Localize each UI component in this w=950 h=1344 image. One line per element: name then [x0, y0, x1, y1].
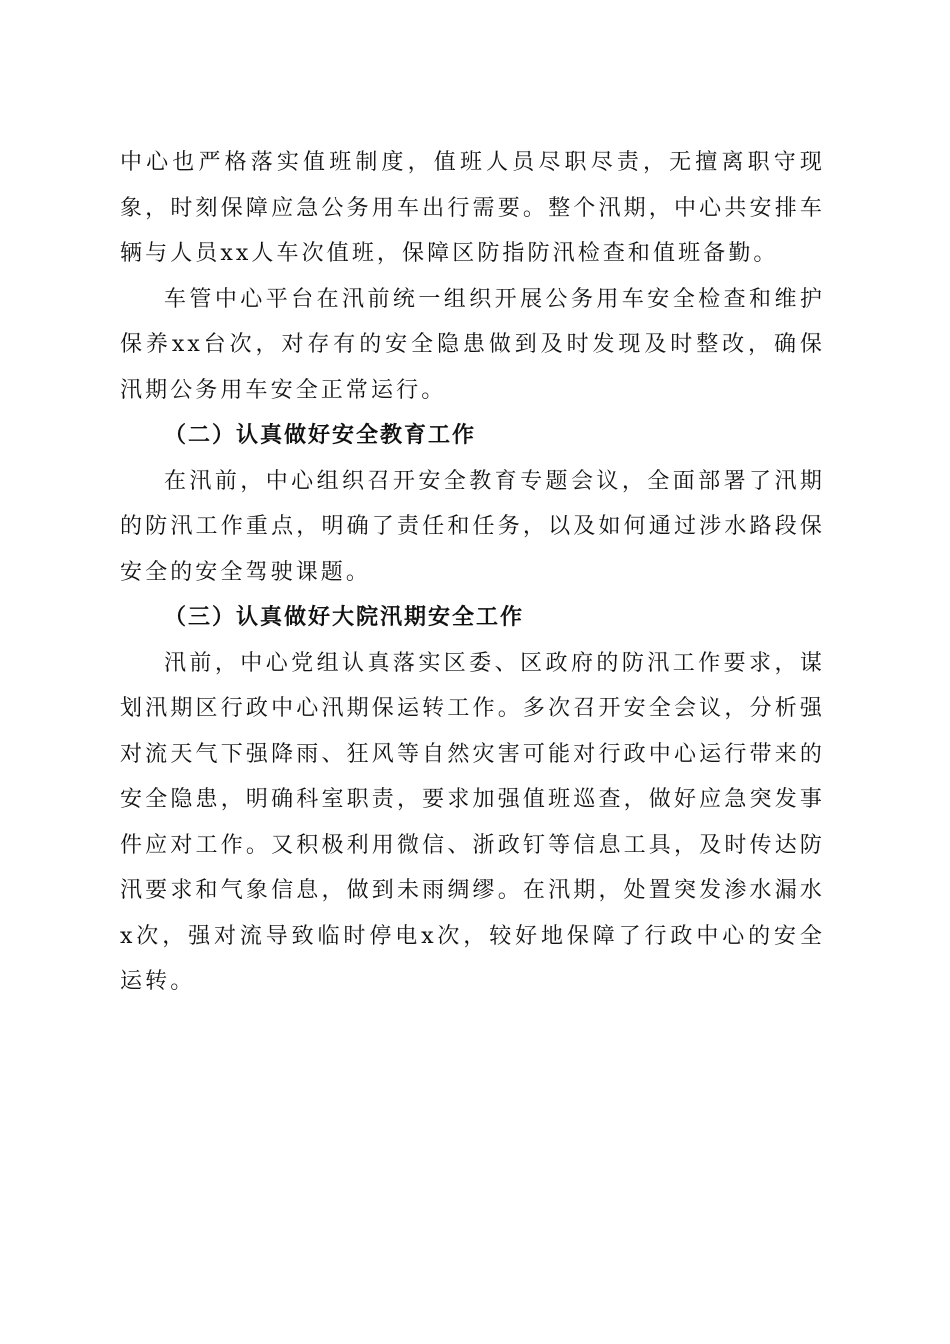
- paragraph-compound-flood-work: 汛前，中心党组认真落实区委、区政府的防汛工作要求，谋划汛期区行政中心汛期保运转工作。多次召开安全会议，分析强对流天气下强降雨、狂风等自然灾害可能对行政中心运行带来的安全隐患，明确科室职责，要求加强值班巡查，做好应急突发事件应对工作。又积极利用微信、浙政钉等信息工具，及时传达防汛要求和气象信息，做到未雨绸缪。在汛期，处置突发渗水漏水x次，强对流导致临时停电x次，较好地保障了行政中心的安全运转。: [120, 650, 825, 994]
- section-heading-compound-safety: （三）认真做好大院汛期安全工作: [164, 604, 525, 630]
- document-body: [120, 140, 825, 1005]
- section-heading-safety-education: （二）认真做好安全教育工作: [164, 422, 477, 448]
- paragraph-vehicle-inspection: 车管中心平台在汛前统一组织开展公务用车安全检查和维护保养xx台次，对存有的安全隐患做到及时发现及时整改，确保汛期公务用车安全正常运行。: [120, 286, 825, 403]
- paragraph-safety-meeting: 在汛前，中心组织召开安全教育专题会议，全面部署了汛期的防汛工作重点，明确了责任和任务，以及如何通过涉水路段保安全的安全驾驶课题。: [120, 468, 825, 585]
- paragraph-duty-system: 中心也严格落实值班制度，值班人员尽职尽责，无擅离职守现象，时刻保障应急公务用车出行需要。整个汛期，中心共安排车辆与人员xx人车次值班，保障区防指防汛检查和值班备勤。: [120, 150, 825, 266]
